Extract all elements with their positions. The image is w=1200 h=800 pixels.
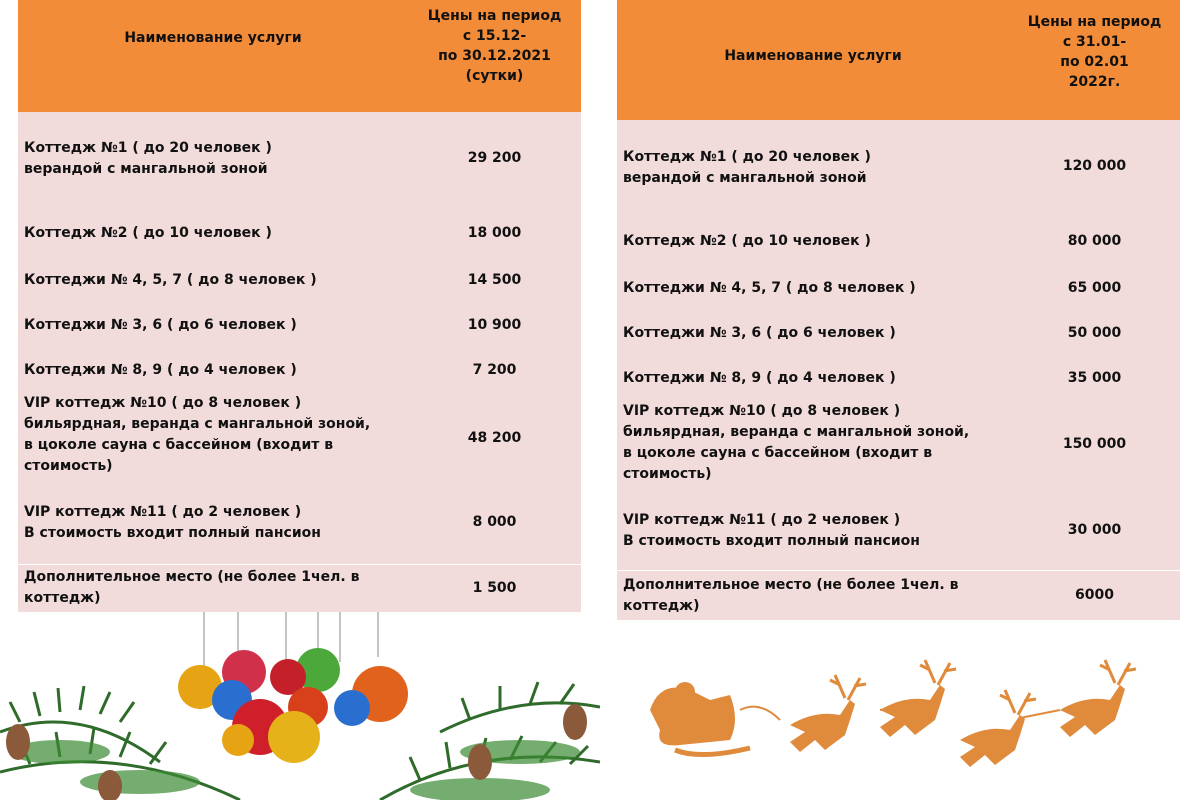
row-price: 29 200 bbox=[467, 150, 522, 166]
table-row: VIP коттедж №10 ( до 8 человек ) бильярдная, веранда с мангальной зоной, в цоколе сауна с бассейном (входит в стоимость) bbox=[623, 403, 970, 482]
row-price: 120 000 bbox=[1062, 158, 1127, 174]
row-price: 1 500 bbox=[472, 580, 517, 596]
row-price: 18 000 bbox=[467, 225, 522, 241]
table-row: VIP коттедж №10 ( до 8 человек ) бильярдная, веранда с мангальной зоной, в цоколе сауна с бассейном (входит в стоимость) bbox=[24, 395, 371, 474]
table-row: Коттедж №2 ( до 10 человек ) bbox=[623, 233, 871, 249]
table-row: Дополнительное место (не более 1чел. в коттедж) bbox=[623, 577, 959, 614]
left-table-header bbox=[18, 0, 581, 112]
row-price: 50 000 bbox=[1067, 325, 1122, 341]
santa-sleigh-reindeer-illustration bbox=[640, 640, 1180, 790]
ornaments bbox=[178, 648, 408, 763]
table-row: VIP коттедж №11 ( до 2 человек ) В стоимость входит полный пансион bbox=[24, 504, 321, 541]
right-header-period: Цены на период с 31.01- по 02.01 2022г. bbox=[1027, 14, 1162, 90]
row-price: 35 000 bbox=[1067, 370, 1122, 386]
table-row: Коттеджи № 4, 5, 7 ( до 8 человек ) bbox=[623, 280, 916, 296]
row-price: 7 200 bbox=[472, 362, 517, 378]
row-price: 80 000 bbox=[1067, 233, 1122, 249]
table-row: Коттеджи № 3, 6 ( до 6 человек ) bbox=[24, 317, 297, 333]
table-row: VIP коттедж №11 ( до 2 человек ) В стоимость входит полный пансион bbox=[623, 512, 920, 549]
left-header-period: Цены на период с 15.12- по 30.12.2021 (сутки) bbox=[427, 8, 562, 84]
row-price: 150 000 bbox=[1062, 436, 1127, 452]
row-price: 8 000 bbox=[472, 514, 517, 530]
row-price: 6000 bbox=[1075, 587, 1114, 603]
row-price: 65 000 bbox=[1067, 280, 1122, 296]
table-row: Коттеджи № 8, 9 ( до 4 человек ) bbox=[623, 370, 896, 386]
right-price-table bbox=[617, 0, 1180, 620]
row-price: 48 200 bbox=[467, 430, 522, 446]
row-price: 14 500 bbox=[467, 272, 522, 288]
table-row: Коттеджи № 8, 9 ( до 4 человек ) bbox=[24, 362, 297, 378]
table-row: Коттеджи № 3, 6 ( до 6 человек ) bbox=[623, 325, 896, 341]
table-row: Коттедж №1 ( до 20 человек ) верандой с мангальной зоной bbox=[24, 140, 272, 177]
reindeer-icons bbox=[790, 660, 1136, 767]
row-price: 30 000 bbox=[1067, 522, 1122, 538]
table-row: Дополнительное место (не более 1чел. в коттедж) bbox=[24, 569, 360, 606]
christmas-ornaments-illustration bbox=[0, 612, 600, 800]
table-row: Коттеджи № 4, 5, 7 ( до 8 человек ) bbox=[24, 272, 317, 288]
left-price-table bbox=[18, 0, 581, 612]
row-price: 10 900 bbox=[467, 317, 522, 333]
right-table-header bbox=[617, 0, 1180, 120]
right-header-service-name: Наименование услуги bbox=[724, 48, 902, 64]
right-table-body bbox=[617, 120, 1180, 620]
left-table-body bbox=[18, 112, 581, 612]
table-row: Коттедж №1 ( до 20 человек ) верандой с мангальной зоной bbox=[623, 149, 871, 186]
table-row: Коттедж №2 ( до 10 человек ) bbox=[24, 225, 272, 241]
left-header-service-name: Наименование услуги bbox=[124, 30, 302, 46]
